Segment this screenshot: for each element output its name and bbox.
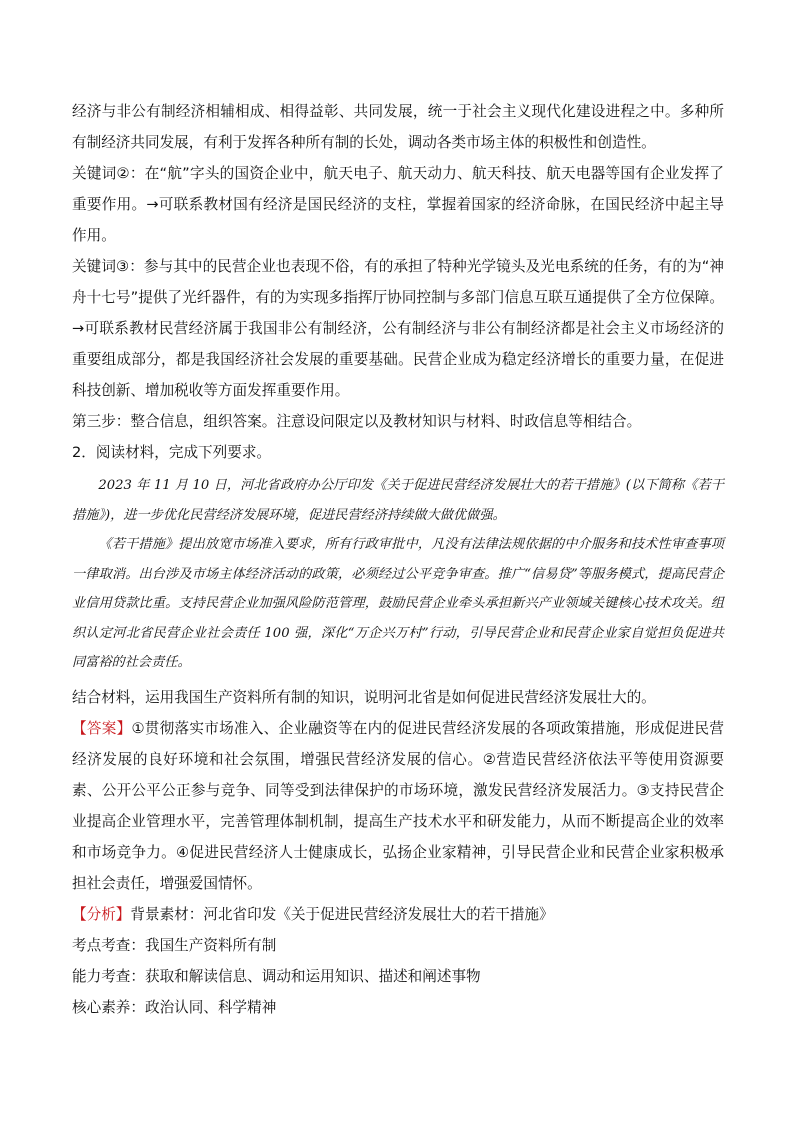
analysis-ability: 能力考查：获取和解读信息、调动和运用知识、描述和阐述事物 [72, 967, 481, 985]
material-paragraph-1: 2023 年 11 月 10 日，河北省政府办公厅印发《关于促进民营经济发展壮大的若干措施》(以下简称《若干措施》)，进一步优化民营经济发展环境，促进民营经济持续做大做优做强。 [72, 478, 724, 523]
answer-label: 【答案】 [72, 719, 132, 737]
reading-material [72, 471, 724, 678]
analysis-background-text: 背景素材：河北省印发《关于促进民营经济发展壮大的若干措施》 [130, 905, 554, 923]
answer-text: ①贯彻落实市场准入、企业融资等在内的促进民营经济发展的各项政策措施，形成促进民营经济发展的良好环境和社会氛围，增强民营经济发展的信心。②营造民营经济依法平等使用资源要素、公开公平公正参与竞争、同等受到法律保护的市场环境，激发民营经济发展活力。③支持民营企业提高企业管理水平，完善管理体制机制，提高生产技术水平和研发能力，从而不断提高企业的效率和市场竞争力。④促进民营经济人士健康成长，弘扬企业家精神，引导民营企业和民营企业家积极承担社会责任，增强爱国情怀。 [72, 719, 724, 892]
paragraph-keyword-3: 关键词③：参与其中的民营企业也表现不俗，有的承担了特种光学镜头及光电系统的任务，有的为“神舟十七号”提供了光纤器件，有的为实现多指挥厅协同控制与多部门信息互联互通提供了全方位保障。→可联系教材民营经济属于我国非公有制经济，公有制经济与非公有制经济都是社会主义市场经济的重要组成部分，都是我国经济社会发展的重要基础。民营企业成为稳定经济增长的重要力量，在促进科技创新、增加税收等方面发挥重要作用。 [72, 258, 724, 399]
question-2-heading: 2．阅读材料，完成下列要求。 [72, 444, 272, 461]
answer-block [72, 713, 724, 899]
paragraph-keyword-2: 关键词②：在“航”字头的国资企业中，航天电子、航天动力、航天科技、航天电器等国有企业发挥了重要作用。→可联系教材国有经济是国民经济的支柱，掌握着国家的经济命脉，在国民经济中起主导作用。 [72, 165, 724, 244]
paragraph-step-3: 第三步：整合信息，组织答案。注意设问限定以及教材知识与材料、时政信息等相结合。 [72, 413, 642, 430]
paragraph-ownership-summary: 经济与非公有制经济相辅相成、相得益彰、共同发展，统一于社会主义现代化建设进程之中。多种所有制经济共同发展，有利于发挥各种所有制的长处，调动各类市场主体的积极性和创造性。 [72, 103, 724, 151]
document-body [72, 96, 724, 1023]
analysis-exam-point: 考点考查：我国生产资料所有制 [72, 936, 277, 954]
analysis-background [72, 899, 724, 930]
question-prompt: 结合材料，运用我国生产资料所有制的知识，说明河北省是如何促进民营经济发展壮大的。 [72, 688, 656, 706]
analysis-label: 【分析】 [72, 905, 131, 923]
analysis-core-literacy: 核心素养：政治认同、科学精神 [72, 998, 277, 1016]
material-paragraph-2: 《若干措施》提出放宽市场准入要求，所有行政审批中，凡没有法律法规依据的中介服务和技术性审查事项一律取消。出台涉及市场主体经济活动的政策，必须经过公平竞争审查。推广“信易贷”等服务模式，提高民营企业信用贷款比重。支持民营企业加强风险防范管理，鼓励民营企业牵头承担新兴产业领域关键核心技术攻关。组织认定河北省民营企业社会责任 100 强，深化“万企兴万村”行动，引导民营企业和民营企业家自觉担负促进共同富裕的社会责任。 [72, 537, 724, 670]
